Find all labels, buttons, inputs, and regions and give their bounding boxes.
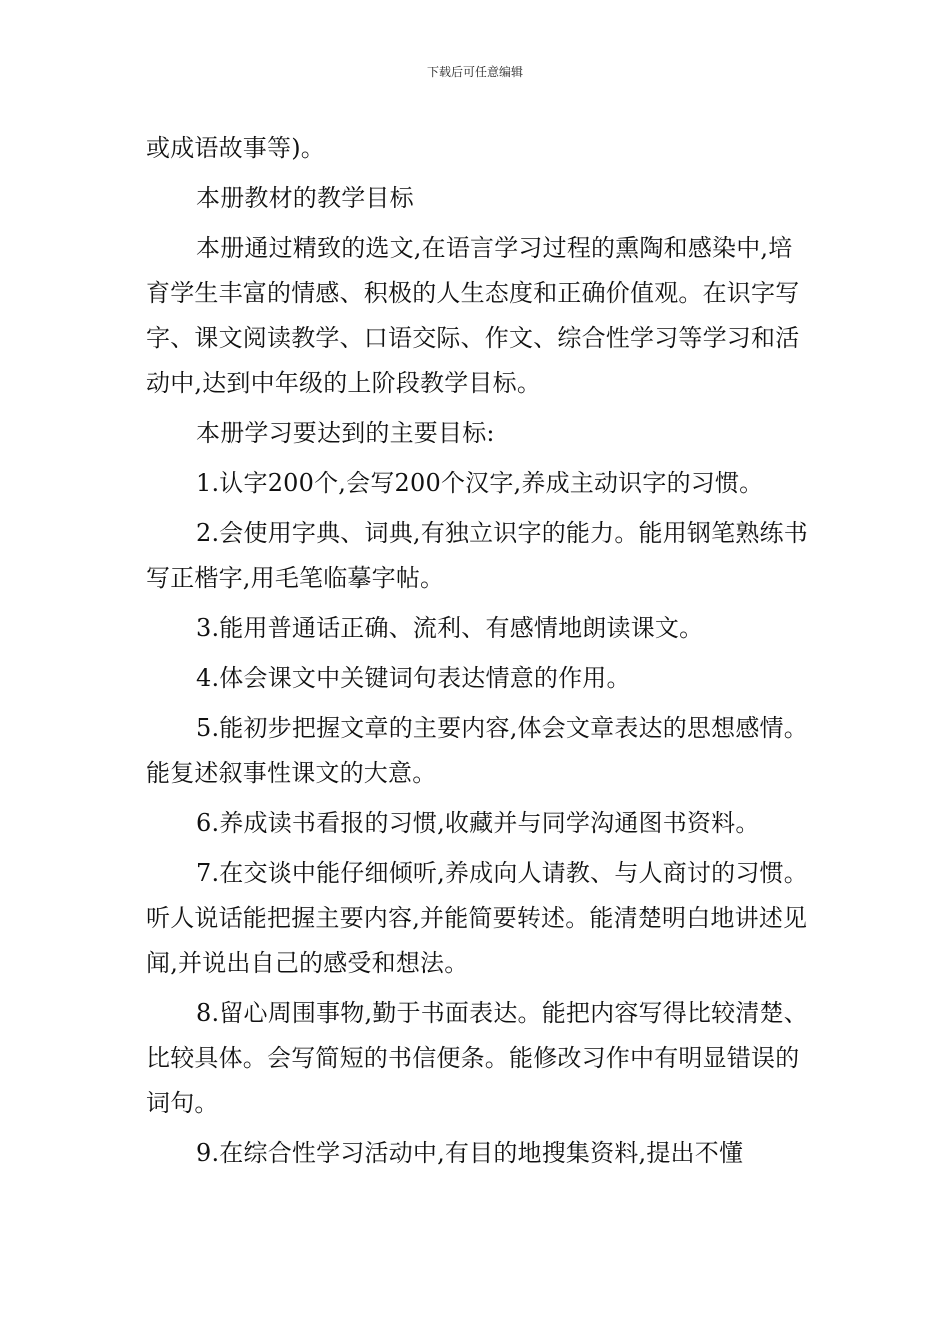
goal-item-4: 4.体会课文中关键词句表达情意的作用。 <box>196 664 631 692</box>
section-heading: 本册教材的教学目标 <box>196 184 414 212</box>
paragraph-continuation: 或成语故事等)。 <box>146 134 325 162</box>
goal-item-6: 6.养成读书看报的习惯,收藏并与同学沟通图书资料。 <box>196 809 760 837</box>
goal-item-3: 3.能用普通话正确、流利、有感情地朗读课文。 <box>196 614 704 642</box>
document-body <box>146 126 810 1181</box>
page-header: 下载后可任意编辑 <box>426 65 523 79</box>
goal-item-8: 8.留心周围事物,勤于书面表达。能把内容写得比较清楚、比较具体。会写简短的书信便条。能修改习作中有明显错误的词句。 <box>146 999 808 1117</box>
goal-item-1: 1.认字200个,会写200个汉字,养成主动识字的习惯。 <box>196 469 764 497</box>
paragraph-intro: 本册通过精致的选文,在语言学习过程的熏陶和感染中,培育学生丰富的情感、积极的人生态度和正确价值观。在识字写字、课文阅读教学、口语交际、作文、综合性学习等学习和活动中,达到中年级的上阶段教学目标。 <box>146 234 800 397</box>
goal-item-9: 9.在综合性学习活动中,有目的地搜集资料,提出不懂 <box>196 1139 744 1167</box>
goal-item-7: 7.在交谈中能仔细倾听,养成向人请教、与人商讨的习惯。听人说话能把握主要内容,并能简要转述。能清楚明白地讲述见闻,并说出自己的感受和想法。 <box>146 859 808 977</box>
goal-item-2: 2.会使用字典、词典,有独立识字的能力。能用钢笔熟练书写正楷字,用毛笔临摹字帖。 <box>146 519 808 592</box>
paragraph-goals-lead: 本册学习要达到的主要目标: <box>196 419 495 447</box>
goal-item-5: 5.能初步把握文章的主要内容,体会文章表达的思想感情。能复述叙事性课文的大意。 <box>146 714 808 787</box>
